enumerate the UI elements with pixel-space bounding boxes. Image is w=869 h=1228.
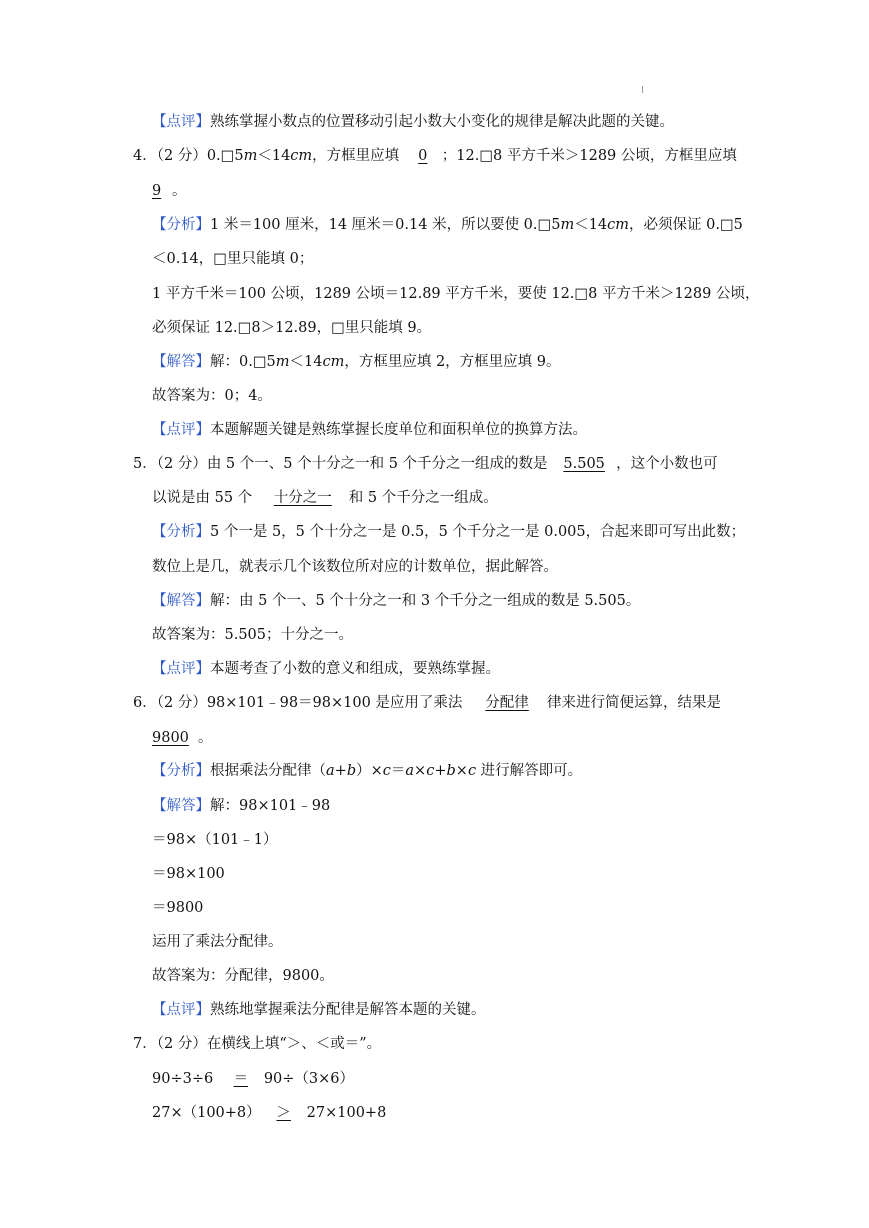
- answer-blank: 9800: [152, 730, 189, 746]
- question-number: 4．: [133, 148, 157, 164]
- comparison-row: 90÷3÷6 ＝ 90÷（3×6）: [152, 1071, 355, 1087]
- answer-step: ＝98×（101﹣1）: [152, 832, 278, 848]
- answer-tag: 【解答】: [152, 354, 210, 370]
- answer-blank: 0: [418, 148, 428, 164]
- analysis-line: 【分析】5 个一是 5，5 个十分之一是 0.5，5 个千分之一是 0.005，合起来即可写出此数；: [152, 524, 746, 540]
- question-7: 7．（2 分）在横线上填“＞、＜或＝”。: [133, 1036, 382, 1052]
- comment-prev: [152, 112, 674, 132]
- question-number: 5．: [133, 456, 157, 472]
- answer-step: ＝9800: [152, 900, 204, 916]
- question-number: 6．: [133, 695, 157, 711]
- analysis-line: 数位上是几，就表示几个该数位所对应的计数单位，据此解答。: [152, 559, 558, 575]
- question-4-cont: 9 。: [152, 183, 187, 199]
- answer-tag: 【解答】: [152, 798, 210, 814]
- comment-tag: 【点评】: [152, 422, 210, 438]
- answer-step: 运用了乘法分配律。: [152, 934, 283, 950]
- answer-blank: 分配律: [485, 695, 529, 711]
- comment-line: 【点评】本题考查了小数的意义和组成，要熟练掌握。: [152, 661, 500, 677]
- analysis-tag: 【分析】: [152, 217, 210, 233]
- answer-blank: ＝: [233, 1071, 249, 1087]
- analysis-tag: 【分析】: [152, 524, 210, 540]
- analysis-line: 1 平方千米＝100 公顷，1289 公顷＝12.89 平方千米，要使 12.□8 平方千米＞1289 公顷，: [152, 286, 760, 302]
- analysis-line: 必须保证 12.□8＞12.89，□里只能填 9。: [152, 320, 432, 336]
- question-6: 6．（2 分）98×101﹣98＝98×100 是应用了乘法 分配律 律来进行简便运算，结果是: [133, 695, 722, 711]
- question-5-cont: 以说是由 55 个 十分之一 和 5 个千分之一组成。: [152, 490, 498, 506]
- answer-result: 故答案为：5.505；十分之一。: [152, 627, 354, 643]
- answer-line: 【解答】解：由 5 个一、5 个十分之一和 3 个千分之一组成的数是 5.505。: [152, 593, 641, 609]
- question-number: 7．: [133, 1036, 157, 1052]
- answer-blank: 9: [152, 183, 162, 199]
- comment-tag: 【点评】: [152, 661, 210, 677]
- answer-blank: ＞: [276, 1105, 291, 1121]
- answer-blank: 5.505: [563, 456, 605, 472]
- question-4: 4．（2 分）0.□5m＜14cm，方框里应填 0 ；12.□8 平方千米＞1289 公顷，方框里应填: [133, 148, 737, 164]
- answer-line: 【解答】解：0.□5m＜14cm，方框里应填 2，方框里应填 9。: [152, 354, 561, 370]
- page-mark: [642, 86, 643, 93]
- comment-line: 【点评】本题解题关键是熟练掌握长度单位和面积单位的换算方法。: [152, 422, 587, 438]
- question-6-cont: 9800 。: [152, 730, 213, 746]
- analysis-line: ＜0.14，□里只能填 0；: [152, 251, 314, 267]
- answer-result: 故答案为：分配律，9800。: [152, 968, 334, 984]
- answer-blank: 十分之一: [273, 490, 332, 506]
- answer-line: 【解答】解：98×101﹣98: [152, 798, 331, 814]
- comment-tag: 【点评】: [152, 114, 210, 130]
- analysis-tag: 【分析】: [152, 763, 210, 779]
- answer-step: ＝98×100: [152, 866, 225, 882]
- comment-line: 【点评】熟练地掌握乘法分配律是解答本题的关键。: [152, 1002, 486, 1018]
- comparison-row: 27×（100+8） ＞ 27×100+8: [152, 1105, 387, 1121]
- comment-tag: 【点评】: [152, 1002, 210, 1018]
- answer-result: 故答案为：0；4。: [152, 388, 272, 404]
- answer-tag: 【解答】: [152, 593, 210, 609]
- analysis-line: 【分析】根据乘法分配律（a+b）×c＝a×c+b×c 进行解答即可。: [152, 763, 583, 779]
- analysis-line: 【分析】1 米＝100 厘米，14 厘米＝0.14 米，所以要使 0.□5m＜14cm，必须保证 0.□5: [152, 217, 743, 233]
- question-5: 5．（2 分）由 5 个一、5 个十分之一和 5 个千分之一组成的数是 5.505 ，这个小数也可: [133, 456, 718, 472]
- comment-text: 熟练掌握小数点的位置移动引起小数大小变化的规律是解决此题的关键。: [210, 114, 674, 130]
